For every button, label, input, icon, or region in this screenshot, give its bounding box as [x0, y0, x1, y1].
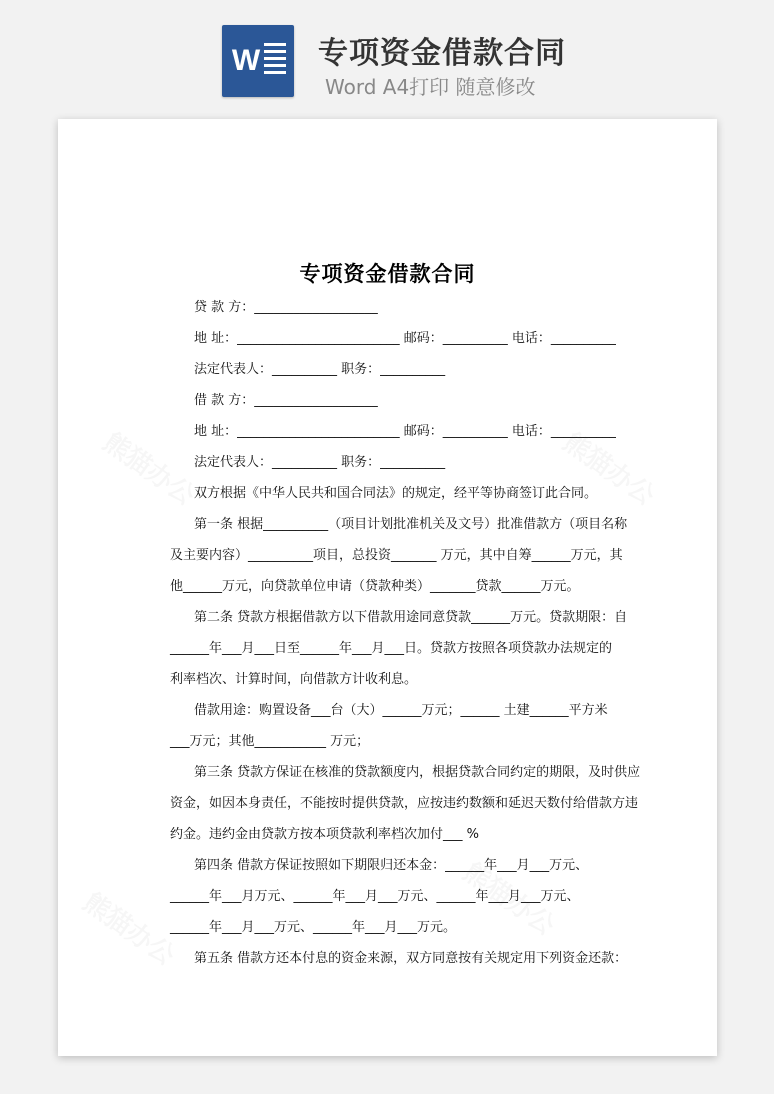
doc-line-article2-cont: ______年___月___日至______年___月___日。贷款方按照各项贷款办法规定的	[170, 641, 613, 656]
doc-line-borrower: 借 款 方：___________________	[194, 393, 378, 408]
document-page	[58, 119, 717, 1056]
doc-line-article4: 第四条 借款方保证按照如下期限归还本金：______年___月___万元、	[194, 858, 589, 873]
doc-line-preamble: 双方根据《中华人民共和国合同法》的规定，经平等协商签订此合同。	[194, 486, 598, 501]
doc-line-article1: 第一条 根据__________（项目计划批准机关及文号）批准借款方（项目名称	[194, 517, 628, 532]
doc-line-article4-cont: ______年___月___万元、______年___月___万元。	[170, 920, 457, 935]
doc-line-article3-cont: 资金，如因本身责任，不能按时提供贷款，应按违约数额和延迟天数付给借款方违	[170, 796, 639, 811]
doc-line-article1-cont: 及主要内容）__________项目，总投资_______ 万元，其中自筹______万元，其	[170, 548, 623, 563]
header-subtitle: Word A4打印 随意修改	[325, 75, 536, 99]
doc-line-lender-rep: 法定代表人：__________ 职务：__________	[194, 362, 446, 377]
document-title: 专项资金借款合同	[299, 262, 476, 286]
doc-line-article3: 第三条 贷款方保证在核准的贷款额度内，根据贷款合同约定的期限，及时供应	[194, 765, 641, 780]
doc-line-loan-use-cont: ___万元；其他___________ 万元；	[170, 734, 370, 749]
header-title: 专项资金借款合同	[318, 36, 566, 71]
doc-line-article4-cont: ______年___月万元、______年___月___万元、______年___月___万元、	[170, 889, 580, 904]
logo-letter: W	[231, 44, 261, 77]
doc-line-article1-cont: 他______万元，向贷款单位申请（贷款种类）_______贷款______万元。	[170, 579, 580, 594]
watermark	[97, 423, 203, 513]
doc-line-lender-address: 地 址：_________________________ 邮码：__________ 电话：__________	[194, 331, 616, 346]
logo-lines	[264, 43, 286, 78]
doc-line-borrower-rep: 法定代表人：__________ 职务：__________	[194, 455, 446, 470]
doc-line-article3-cont: 约金。违约金由贷款方按本项贷款利率档次加付___ %	[170, 827, 479, 842]
doc-line-article5: 第五条 借款方还本付息的资金来源，双方同意按有关规定用下列资金还款：	[194, 951, 628, 966]
doc-line-loan-use: 借款用途：购置设备___台（大）______万元；______ 土建______平方米	[194, 703, 608, 718]
header	[0, 0, 774, 110]
doc-line-lender: 贷 款 方：___________________	[194, 300, 378, 315]
doc-line-article2: 第二条 贷款方根据借款方以下借款用途同意贷款______万元。贷款期限：自	[194, 610, 628, 625]
watermark	[77, 883, 183, 973]
doc-line-article2-cont: 利率档次、计算时间，向借款方计收利息。	[170, 672, 418, 687]
word-logo-icon	[222, 25, 294, 97]
doc-line-borrower-address: 地 址：_________________________ 邮码：__________ 电话：__________	[194, 424, 616, 439]
